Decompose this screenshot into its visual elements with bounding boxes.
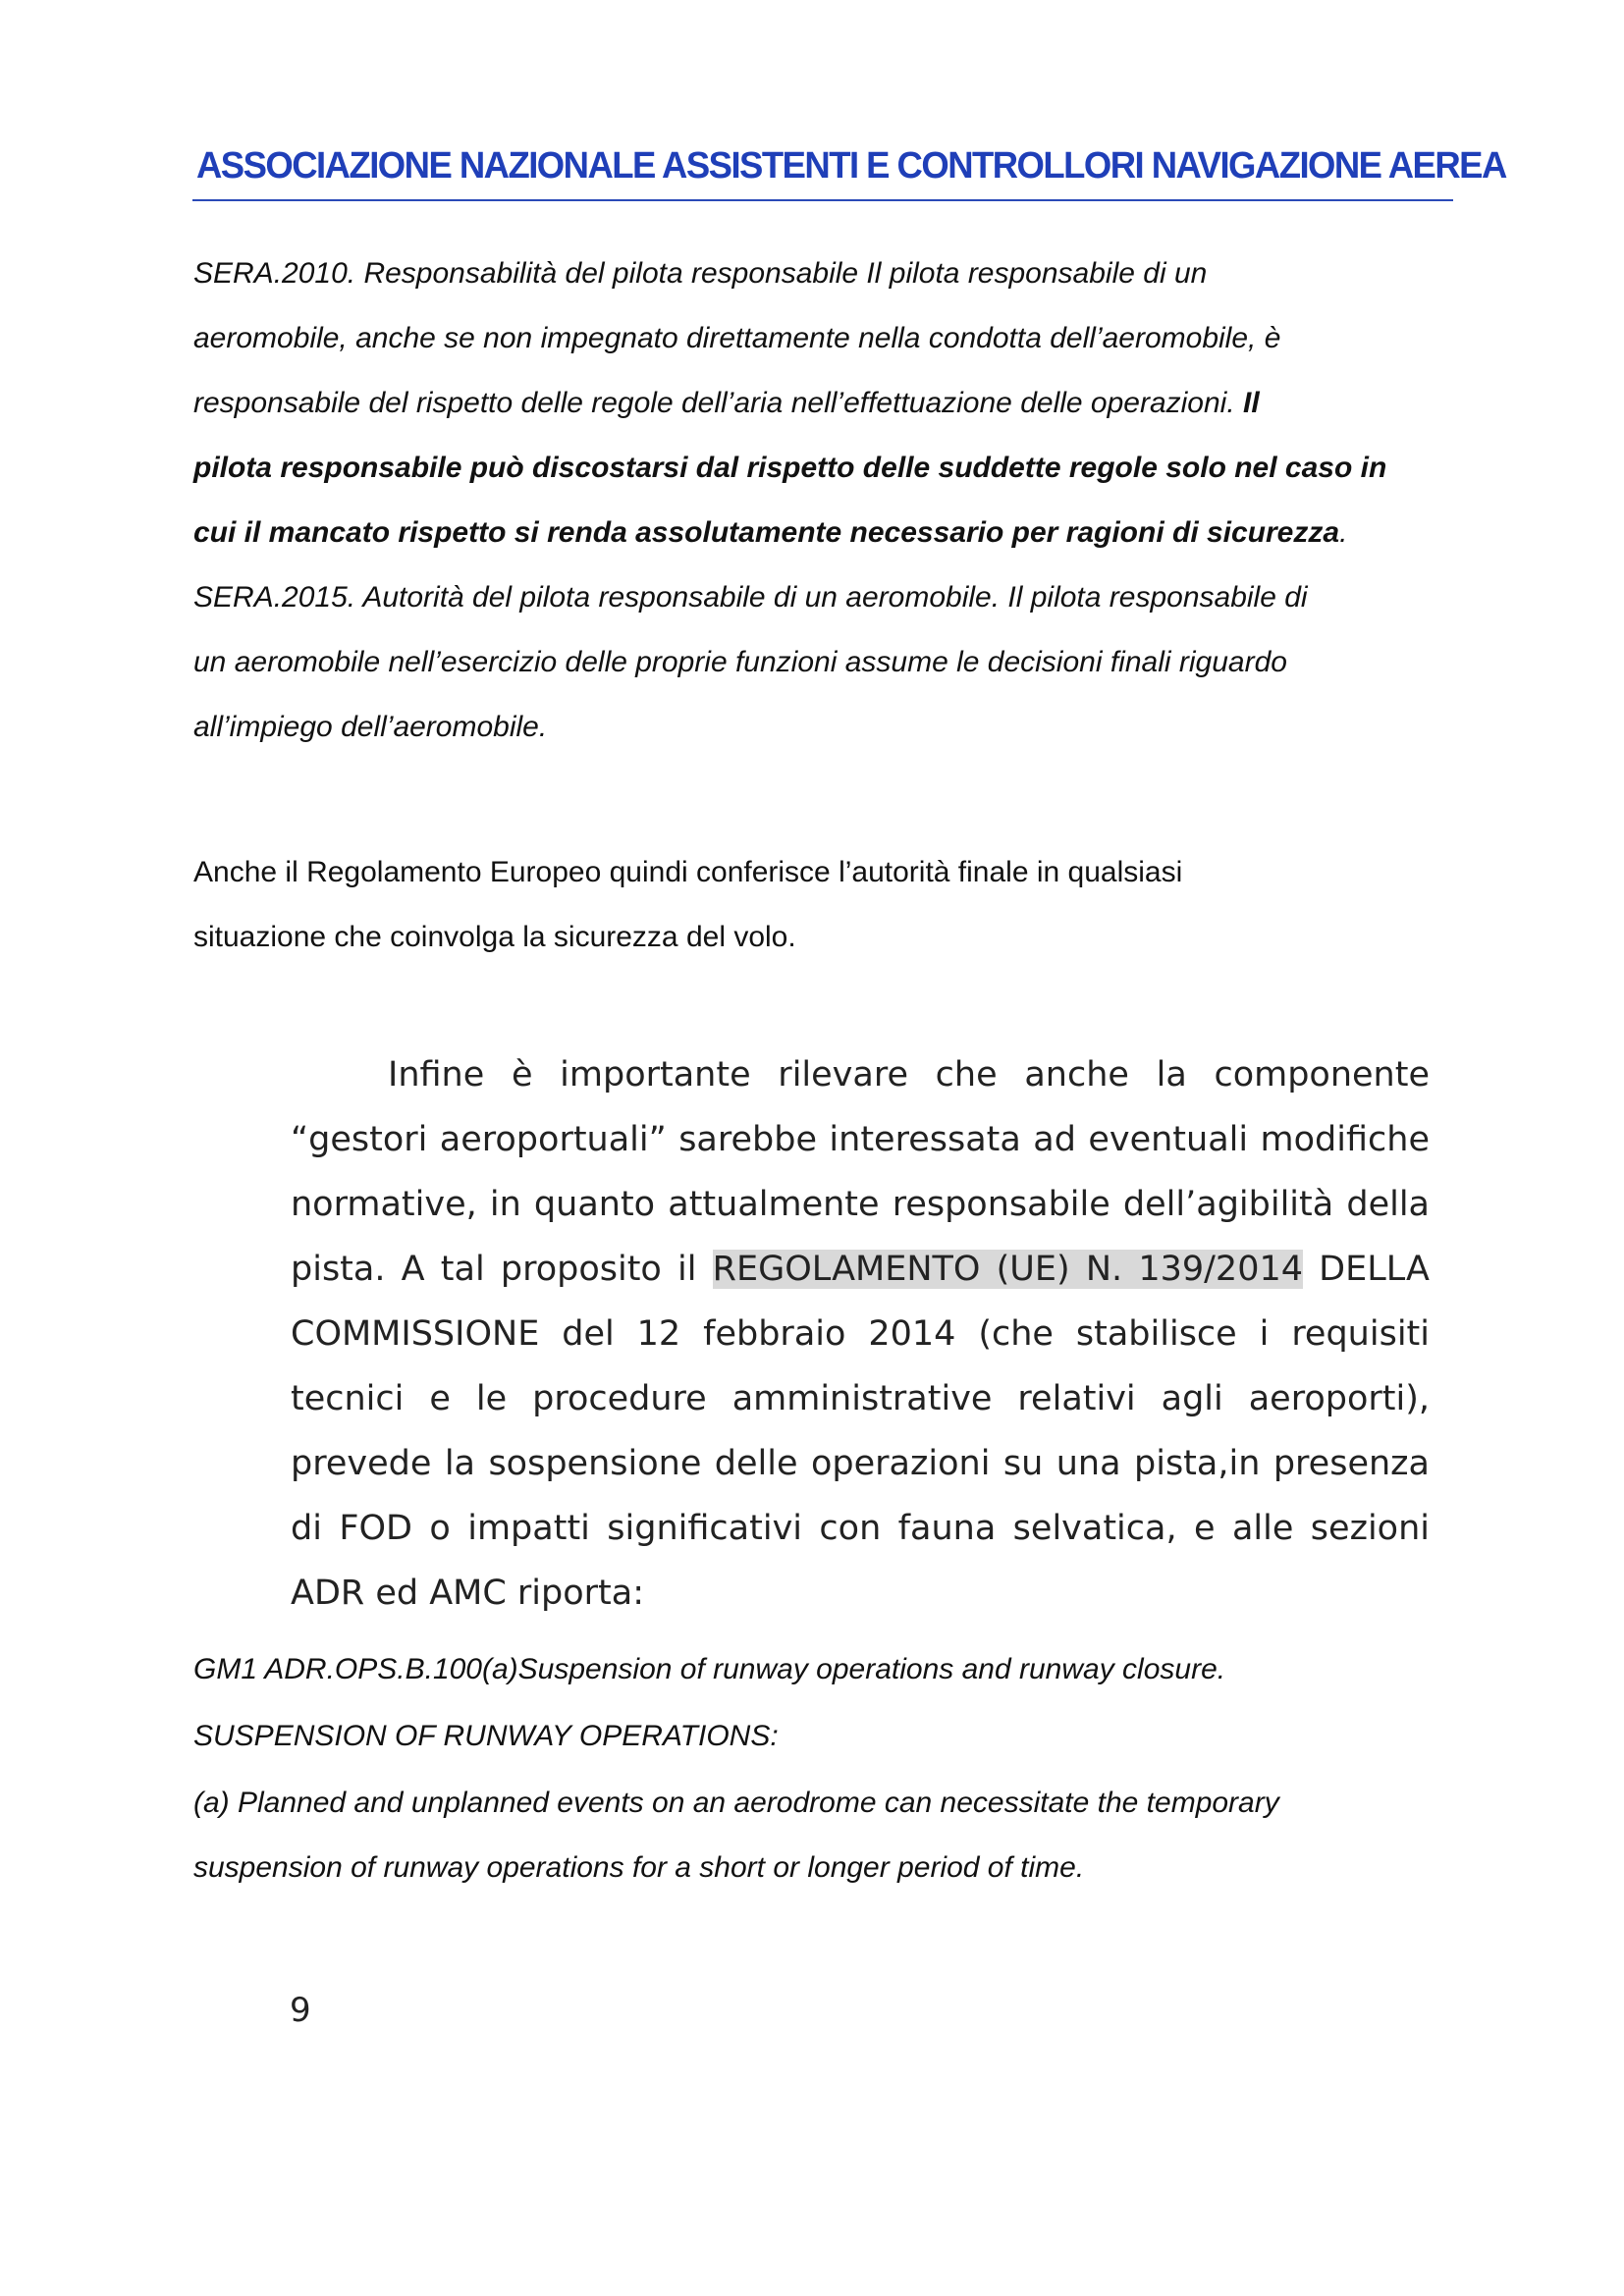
sera-line-6: SERA.2015. Autorità del pilota responsabile di un aeromobile. Il pilota responsabile di — [193, 581, 1308, 614]
regolamento-line-2: situazione che coinvolga la sicurezza del volo. — [193, 921, 796, 953]
sera-line-5-end: . — [1339, 516, 1348, 549]
sera-line-4: pilota responsabile può discostarsi dal rispetto delle suddette regole solo nel caso in — [193, 452, 1387, 484]
infine-text-part-1: Infine è importante rilevare che anche la componente “gestori aeroportuali” sarebbe interessata ad eventuali modifiche normative, in quanto attualmente responsabile dell’agibilità della pista. A tal proposito il — [291, 1055, 1430, 1289]
gm1-line-1: GM1 ADR.OPS.B.100(a)Suspension of runway operations and runway closure. — [193, 1653, 1226, 1685]
sera-line-3-bold: Il — [1243, 387, 1260, 419]
gm1-line-2: SUSPENSION OF RUNWAY OPERATIONS: — [193, 1720, 779, 1752]
sera-line-3-text: responsabile del rispetto delle regole dell’aria nell’effettuazione delle operazioni. — [193, 387, 1244, 419]
sera-line-7: un aeromobile nell’esercizio delle proprie funzioni assume le decisioni finali riguardo — [193, 646, 1287, 678]
association-header: ASSOCIAZIONE NAZIONALE ASSISTENTI E CONTROLLORI NAVIGAZIONE AEREA — [196, 145, 1506, 187]
header-divider — [192, 199, 1453, 201]
sera-line-1: SERA.2010. Responsabilità del pilota responsabile Il pilota responsabile di un — [193, 257, 1208, 290]
regolamento-reference-highlight: REGOLAMENTO (UE) N. 139/2014 — [712, 1250, 1303, 1289]
infine-text-part-2: DELLA COMMISSIONE del 12 febbraio 2014 (che stabilisce i requisiti tecnici e le procedure amministrative relativi agli aeroporti), prevede la sospensione delle operazioni su una pista,in presenza di FOD o impatti significativi con fauna selvatica, e alle sezioni ADR ed AMC riporta: — [291, 1250, 1430, 1613]
infine-paragraph — [291, 1042, 1430, 1626]
gm1-line-4: suspension of runway operations for a short or longer period of time. — [193, 1851, 1085, 1884]
sera-line-2: aeromobile, anche se non impegnato direttamente nella condotta dell’aeromobile, è — [193, 322, 1281, 354]
sera-line-3 — [193, 387, 1260, 420]
gm1-line-3: (a) Planned and unplanned events on an aerodrome can necessitate the temporary — [193, 1787, 1279, 1819]
regolamento-line-1: Anche il Regolamento Europeo quindi conferisce l’autorità finale in qualsiasi — [193, 856, 1183, 888]
page-number: 9 — [290, 1991, 311, 2030]
sera-line-8: all’impiego dell’aeromobile. — [193, 711, 548, 743]
infine-text — [291, 1042, 1430, 1626]
sera-line-5-bold: cui il mancato rispetto si renda assolutamente necessario per ragioni di sicurezza — [193, 516, 1340, 549]
sera-line-5 — [193, 516, 1347, 550]
